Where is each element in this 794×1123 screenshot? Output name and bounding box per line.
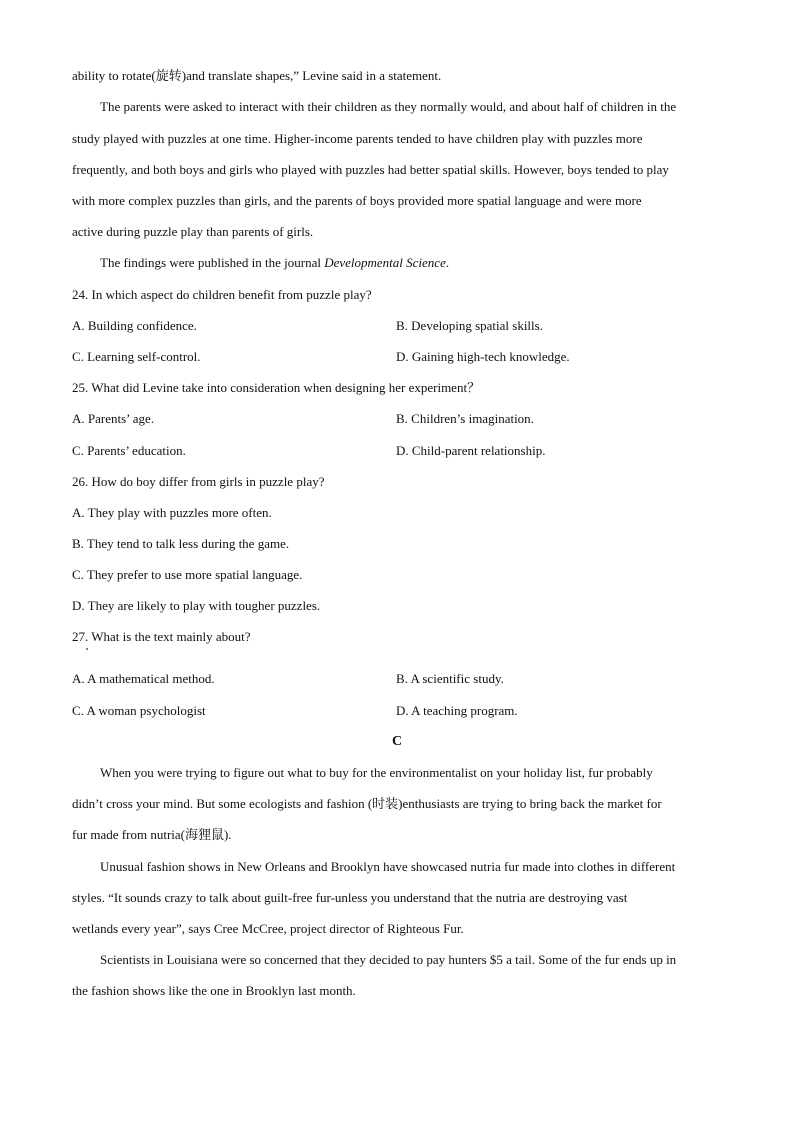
passage-line xyxy=(100,255,722,271)
option-c: C. A woman psychologist xyxy=(72,703,206,718)
passage-text: . xyxy=(445,255,450,270)
section-heading: C xyxy=(391,734,403,749)
passage-line: Unusual fashion shows in New Orleans and Brooklyn have showcased nutria fur made into clothes in different xyxy=(100,859,676,874)
passage-line: The parents were asked to interact with their children as they normally would, and about half of children in the xyxy=(100,99,677,114)
question-stem: 27. What is the text mainly about? xyxy=(72,629,251,644)
passage-line: frequently, and both boys and girls who played with puzzles had better spatial skills. However, boys tended to play xyxy=(72,162,669,177)
option-a: A. A mathematical method. xyxy=(72,671,215,686)
question-stem: 26. How do boy differ from girls in puzzle play? xyxy=(72,474,325,489)
option-c: C. Learning self-control. xyxy=(72,349,201,364)
question-stem: 24. In which aspect do children benefit from puzzle play? xyxy=(72,287,372,302)
passage-line: When you were trying to figure out what to buy for the environmentalist on your holiday list, fur probably xyxy=(100,765,653,780)
option-d: D. A teaching program. xyxy=(396,703,518,718)
passage-line: fur made from nutria(海狸鼠). xyxy=(72,827,232,842)
passage-line: with more complex puzzles than girls, and the parents of boys provided more spatial language and were more xyxy=(72,193,642,208)
passage-text: The findings were published in the journal xyxy=(100,255,325,270)
option-b: B. Children’s imagination. xyxy=(396,411,534,426)
option-b: B. They tend to talk less during the game. xyxy=(72,536,290,551)
passage-line: didn’t cross your mind. But some ecologists and fashion (时装)enthusiasts are trying to bring back the market for xyxy=(72,796,662,811)
option-c: C. They prefer to use more spatial language. xyxy=(72,567,303,582)
passage-line: wetlands every year”, says Cree McCree, project director of Righteous Fur. xyxy=(72,921,464,936)
option-c: C. Parents’ education. xyxy=(72,443,186,458)
option-a: A. Building confidence. xyxy=(72,318,197,333)
passage-line: study played with puzzles at one time. Higher-income parents tended to have children play with puzzles more xyxy=(72,131,643,146)
option-d: D. They are likely to play with tougher puzzles. xyxy=(72,598,321,613)
option-b: B. A scientific study. xyxy=(396,671,504,686)
question-stem: 25. What did Levine take into consideration when designing her experiment？ xyxy=(72,380,481,395)
option-d: D. Child-parent relationship. xyxy=(396,443,546,458)
passage-line: ability to rotate(旋转)and translate shapes,” Levine said in a statement. xyxy=(72,68,442,83)
journal-title: Developmental Science xyxy=(324,255,446,270)
option-b: B. Developing spatial skills. xyxy=(396,318,543,333)
passage-line: active during puzzle play than parents of girls. xyxy=(72,224,314,239)
passage-line: the fashion shows like the one in Brooklyn last month. xyxy=(72,983,356,998)
passage-line: Scientists in Louisiana were so concerned that they decided to pay hunters $5 a tail. Some of the fur ends up in xyxy=(100,952,677,967)
stray-mark xyxy=(86,648,88,650)
passage-line: styles. “It sounds crazy to talk about guilt-free fur-unless you understand that the nutria are destroying vast xyxy=(72,890,628,905)
option-d: D. Gaining high-tech knowledge. xyxy=(396,349,570,364)
option-a: A. They play with puzzles more often. xyxy=(72,505,272,520)
option-a: A. Parents’ age. xyxy=(72,411,155,426)
